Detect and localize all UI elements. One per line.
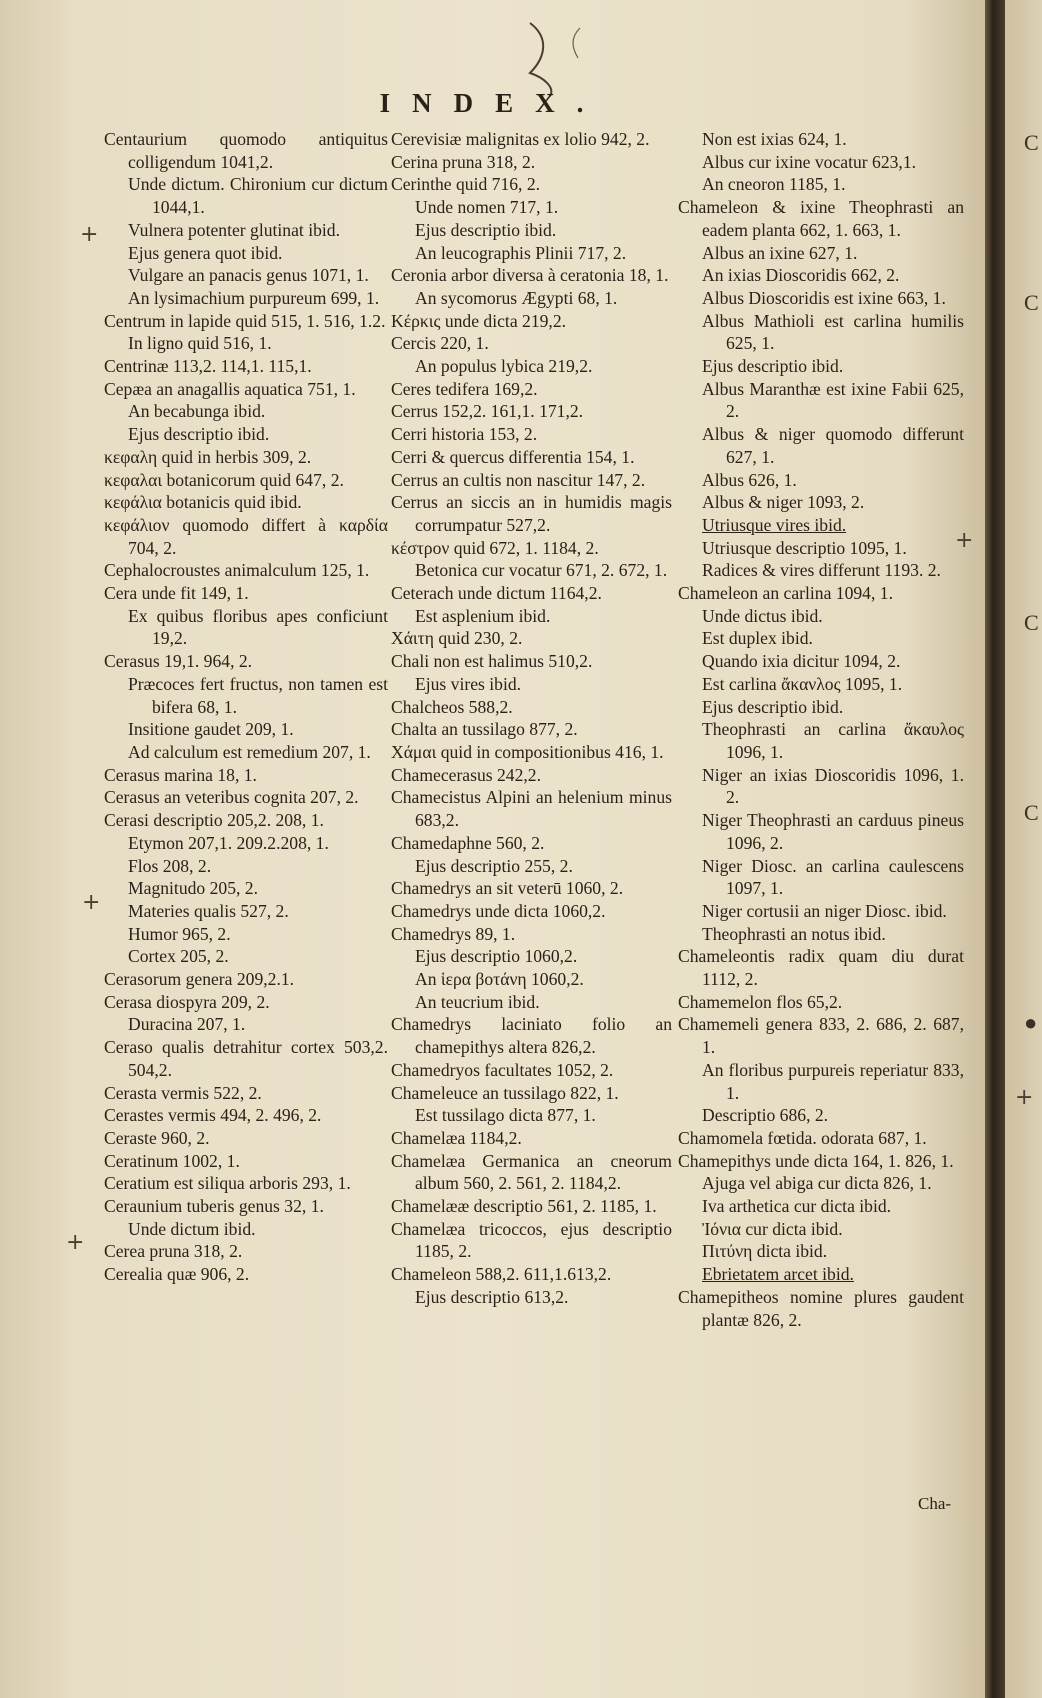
index-subentry: Etymon 207,1. 209.2.208, 1. — [128, 832, 329, 853]
book-gutter — [985, 0, 1005, 1698]
index-subentry: Albus an ixine 627, 1. — [702, 242, 858, 263]
index-column-2 — [391, 128, 672, 1309]
index-subentry: Albus cur ixine vocatur 623,1. — [702, 151, 917, 172]
index-entry: Chamemelon flos 65,2. — [678, 991, 843, 1012]
index-entry: Chamecistus Alpini an helenium minus 683,2. — [391, 787, 672, 831]
index-subentry: Vulgare an panacis genus 1071, 1. — [128, 265, 369, 286]
index-subentry: Est asplenium ibid. — [415, 605, 551, 626]
index-subentry: Quando ixia dicitur 1094, 2. — [702, 651, 901, 672]
margin-cross-mark: + — [82, 890, 101, 915]
index-entry: Cerasi descriptio 205,2. 208, 1. — [104, 810, 324, 831]
index-entry: Chamelæa tricoccos, ejus descriptio 1185, 2. — [391, 1218, 672, 1262]
index-entry: Cepæa an anagallis aquatica 751, 1. — [104, 378, 356, 399]
index-subentry: Ejus descriptio ibid. — [702, 356, 844, 377]
index-entry: Cerea pruna 318, 2. — [104, 1241, 243, 1262]
index-subentry: Humor 965, 2. — [128, 923, 231, 944]
index-entry: Chamomela fœtida. odorata 687, 1. — [678, 1127, 927, 1148]
index-entry: Chalta an tussilago 877, 2. — [391, 719, 578, 740]
index-entry: Ceraunium tuberis genus 32, 1. — [104, 1196, 324, 1217]
index-entry: Chameleon an carlina 1094, 1. — [678, 583, 893, 604]
margin-cross-mark: + — [955, 528, 974, 553]
index-subentry: Descriptio 686, 2. — [702, 1105, 829, 1126]
index-entry: Centrinæ 113,2. 114,1. 115,1. — [104, 356, 312, 377]
index-entry: Cerrus an siccis an in humidis magis corrumpatur 527,2. — [391, 492, 672, 535]
index-entry: Chameleon & ixine Theophrasti an eadem planta 662, 1. 663, 1. — [678, 197, 964, 240]
margin-cross-mark: + — [80, 222, 99, 247]
index-entry: Chamemeli genera 833, 2. 686, 2. 687, 1. — [678, 1014, 964, 1058]
index-entry: Cerasus 19,1. 964, 2. — [104, 651, 253, 672]
index-entry: Cerevisiæ malignitas ex lolio 942, 2. — [391, 129, 650, 149]
index-entry: Cerinthe quid 716, 2. — [391, 174, 541, 195]
index-subentry: An floribus purpureis reperiatur 833, 1. — [702, 1059, 964, 1103]
index-entry: Cephalocroustes animalculum 125, 1. — [104, 560, 370, 581]
index-subentry: Unde dictum. Chironium cur dictum 1044,1. — [128, 174, 388, 218]
index-entry: Cerasus an veteribus cognita 207, 2. — [104, 787, 359, 808]
index-entry: Χάμαι quid in compositionibus 416, 1. — [391, 741, 664, 762]
index-subentry: Niger Diosc. an carlina caulescens 1097, 1. — [702, 855, 964, 899]
index-subentry: An becabunga ibid. — [128, 401, 266, 422]
index-entry: Chamepithys unde dicta 164, 1. 826, 1. — [678, 1150, 954, 1171]
index-entry: Chamedrys laciniato folio an chamepithys altera 826,2. — [391, 1014, 672, 1058]
index-entry: Cerri historia 153, 2. — [391, 424, 538, 445]
index-entry: Chameleontis radix quam diu durat 1112, 2. — [678, 946, 964, 990]
index-subentry: Magnitudo 205, 2. — [128, 878, 258, 899]
index-entry: Ceronia arbor diversa à ceratonia 18, 1. — [391, 265, 669, 286]
index-subentry: Unde dictum ibid. — [128, 1218, 256, 1239]
index-subentry: Albus & niger 1093, 2. — [702, 492, 865, 513]
index-entry: Chalcheos 588,2. — [391, 696, 513, 717]
index-entry: Ceres tedifera 169,2. — [391, 378, 538, 399]
index-subentry: An leucographis Plinii 717, 2. — [415, 242, 627, 263]
index-subentry: Ejus descriptio ibid. — [415, 219, 557, 240]
index-entry: Chamelææ descriptio 561, 2. 1185, 1. — [391, 1196, 657, 1217]
index-subentry: An cneoron 1185, 1. — [702, 174, 846, 195]
index-subentry: Ejus vires ibid. — [415, 673, 522, 694]
margin-cross-mark: + — [1015, 1085, 1034, 1110]
index-subentry: Albus Maranthæ est ixine Fabii 625, 2. — [702, 378, 964, 422]
index-subentry: Radices & vires differunt 1193. 2. — [702, 560, 941, 581]
index-subentry: Utriusque vires ibid. — [702, 514, 847, 535]
index-entry: Χάιτη quid 230, 2. — [391, 628, 523, 649]
index-entry: Cerina pruna 318, 2. — [391, 151, 536, 172]
index-entry: Cerasa diospyra 209, 2. — [104, 991, 270, 1012]
index-subentry: Insitione gaudet 209, 1. — [128, 719, 294, 740]
index-subentry: Niger Theophrasti an carduus pineus 1096, 2. — [702, 810, 964, 853]
index-column-3 — [678, 128, 964, 1331]
index-subentry: Unde nomen 717, 1. — [415, 197, 559, 218]
index-entry: Chamepitheos nomine plures gaudent plantæ 826, 2. — [678, 1286, 964, 1330]
index-subentry: Ebrietatem arcet ibid. — [702, 1264, 854, 1285]
index-subentry: Theophrasti an carlina ἄκαυλος 1096, 1. — [702, 719, 964, 762]
index-entry: Ceraste 960, 2. — [104, 1127, 210, 1148]
index-subentry: Duracina 207, 1. — [128, 1014, 246, 1035]
index-entry: Chali non est halimus 510,2. — [391, 651, 593, 672]
index-entry: Cerasus marina 18, 1. — [104, 764, 257, 785]
index-entry: κεφάλιον quomodo differt à καρδία 704, 2. — [104, 514, 388, 558]
index-subentry: Ad calculum est remedium 207, 1. — [128, 741, 371, 762]
margin-cross-mark: + — [66, 1230, 85, 1255]
index-entry: Ceraso qualis detrahitur cortex 503,2. 504,2. — [104, 1037, 388, 1080]
index-subentry: Ejus descriptio ibid. — [128, 424, 270, 445]
index-subentry: Albus & niger quomodo differunt 627, 1. — [702, 424, 964, 467]
ink-flourish — [510, 18, 600, 98]
index-entry: Chamedrys unde dicta 1060,2. — [391, 900, 606, 921]
index-subentry: An ἱερα βοτάνη 1060,2. — [415, 969, 584, 990]
index-subentry: Utriusque descriptio 1095, 1. — [702, 537, 907, 558]
index-subentry: Ajuga vel abiga cur dicta 826, 1. — [702, 1173, 932, 1194]
index-subentry: Ejus descriptio 613,2. — [415, 1286, 569, 1307]
index-entry: Chameleuce an tussilago 822, 1. — [391, 1082, 619, 1103]
index-subentry: Est duplex ibid. — [702, 628, 813, 649]
index-entry: Chamedrys 89, 1. — [391, 923, 516, 944]
index-subentry: Πιτύνη dicta ibid. — [702, 1241, 828, 1262]
index-entry: Ceratium est siliqua arboris 293, 1. — [104, 1173, 351, 1194]
index-entry: Cerastes vermis 494, 2. 496, 2. — [104, 1105, 322, 1126]
index-subentry: Cortex 205, 2. — [128, 946, 229, 967]
index-entry: Chamelæa Germanica an cneorum album 560, 2. 561, 2. 1184,2. — [391, 1150, 672, 1194]
index-subentry: Ἰόνια cur dicta ibid. — [702, 1218, 843, 1239]
index-column-1 — [104, 128, 388, 1286]
index-entry: Chamedrys an sit veterū 1060, 2. — [391, 878, 624, 899]
catchword: Cha- — [918, 1494, 952, 1513]
index-subentry: Iva arthetica cur dicta ibid. — [702, 1196, 892, 1217]
index-subentry: An populus lybica 219,2. — [415, 356, 593, 377]
index-subentry: Materies qualis 527, 2. — [128, 900, 289, 921]
index-subentry: Est tussilago dicta 877, 1. — [415, 1105, 596, 1126]
index-subentry: Niger cortusii an niger Diosc. ibid. — [702, 900, 947, 921]
index-subentry: Ejus descriptio ibid. — [702, 696, 844, 717]
index-subentry: Albus Dioscoridis est ixine 663, 1. — [702, 287, 946, 308]
index-entry: Centaurium quomodo antiquitus colligendum 1041,2. — [104, 129, 388, 172]
index-entry: Cercis 220, 1. — [391, 333, 489, 354]
index-subentry: Ex quibus floribus apes conficiunt 19,2. — [128, 605, 388, 649]
index-entry: κέστρον quid 672, 1. 1184, 2. — [391, 537, 599, 558]
index-entry: Cerasta vermis 522, 2. — [104, 1082, 262, 1103]
index-subentry: Est carlina ἄκανλος 1095, 1. — [702, 673, 903, 694]
index-entry: Chamedryos facultates 1052, 2. — [391, 1059, 614, 1080]
index-subentry: Theophrasti an notus ibid. — [702, 923, 886, 944]
index-entry: Cerri & quercus differentia 154, 1. — [391, 446, 635, 467]
index-entry: Κέρκις unde dicta 219,2. — [391, 310, 567, 331]
index-entry: κεφαλαι botanicorum quid 647, 2. — [104, 469, 344, 490]
index-subentry: An ixias Dioscoridis 662, 2. — [702, 265, 900, 286]
index-subentry: Ejus descriptio 1060,2. — [415, 946, 578, 967]
index-entry: Cerasorum genera 209,2.1. — [104, 969, 295, 990]
index-subentry: Præcoces fert fructus, non tamen est bifera 68, 1. — [128, 673, 388, 717]
index-subentry: Non est ixias 624, 1. — [702, 129, 847, 149]
index-entry: Cerrus 152,2. 161,1. 171,2. — [391, 401, 584, 422]
facing-page-edge — [1005, 0, 1042, 1698]
index-subentry: Vulnera potenter glutinat ibid. — [128, 219, 340, 240]
index-entry: Ceterach unde dictum 1164,2. — [391, 583, 602, 604]
index-subentry: Ejus descriptio 255, 2. — [415, 855, 573, 876]
index-subentry: In ligno quid 516, 1. — [128, 333, 272, 354]
index-entry: Cerealia quæ 906, 2. — [104, 1264, 250, 1285]
index-entry: Chamecerasus 242,2. — [391, 764, 541, 785]
index-subentry: Niger an ixias Dioscoridis 1096, 1. 2. — [702, 764, 964, 808]
index-entry: Ceratinum 1002, 1. — [104, 1150, 240, 1171]
index-entry: Chamelæa 1184,2. — [391, 1127, 522, 1148]
page-title: INDEX. — [379, 88, 606, 118]
index-subentry: Flos 208, 2. — [128, 855, 212, 876]
index-subentry: Ejus genera quot ibid. — [128, 242, 283, 263]
index-entry: Chameleon 588,2. 611,1.613,2. — [391, 1264, 612, 1285]
index-subentry: Betonica cur vocatur 671, 2. 672, 1. — [415, 560, 668, 581]
index-subentry: Albus Mathioli est carlina humilis 625, 1. — [702, 310, 964, 354]
index-entry: Centrum in lapide quid 515, 1. 516, 1.2. — [104, 310, 386, 331]
index-entry: κεφάλια botanicis quid ibid. — [104, 492, 302, 513]
index-subentry: An teucrium ibid. — [415, 991, 540, 1012]
index-entry: κεφαλη quid in herbis 309, 2. — [104, 446, 312, 467]
index-entry: Chamedaphne 560, 2. — [391, 832, 545, 853]
index-subentry: An lysimachium purpureum 699, 1. — [128, 287, 380, 308]
index-entry: Cera unde fit 149, 1. — [104, 583, 249, 604]
index-subentry: Albus 626, 1. — [702, 469, 797, 490]
index-subentry: Unde dictus ibid. — [702, 605, 823, 626]
index-subentry: An sycomorus Ægypti 68, 1. — [415, 287, 618, 308]
index-entry: Cerrus an cultis non nascitur 147, 2. — [391, 469, 646, 490]
